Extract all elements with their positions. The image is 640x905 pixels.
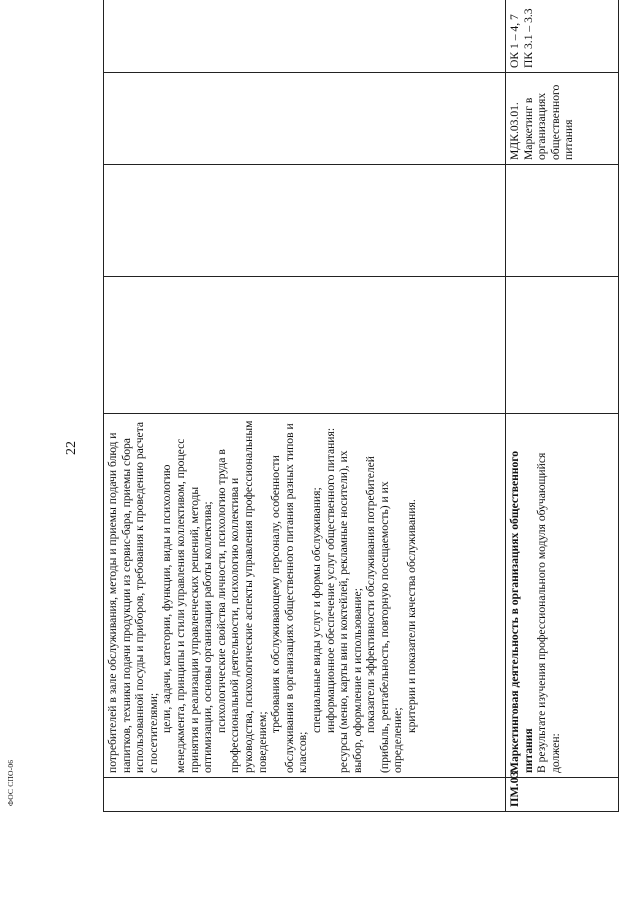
competencies-pk: ПК 3.1 – 3.3 (521, 8, 535, 68)
code-cell (506, 771, 619, 812)
empty-cell (506, 165, 619, 277)
curriculum-table (103, 0, 619, 812)
content-cell (506, 414, 619, 778)
content-line: показатели эффективности обслуживания потребителей (прибыль, рентабельность, повторную посещаемость) и их определение; (364, 455, 405, 773)
mdk-text: МДК.03.01. Маркетинг в организациях общественного питания (508, 84, 576, 160)
content-line: психологические свойства личности, психологию труда в профессиональной деятельности, психологию коллектива и руководства, психологические аспекты управления профессиональным поведением; (214, 420, 269, 773)
module-code: ПМ.03 (507, 771, 521, 807)
page-number: 22 (64, 441, 79, 455)
table-row (104, 0, 506, 812)
competencies-ok: ОК 1 – 4, 7 (508, 14, 521, 68)
empty-cell (104, 165, 506, 277)
empty-cell (104, 277, 506, 414)
empty-cell (506, 277, 619, 414)
empty-cell (104, 73, 506, 165)
content-line: критерии и показатели качества обслуживания. (405, 499, 419, 733)
content-line: специальные виды услуг и формы обслуживания; (309, 487, 323, 733)
empty-cell (104, 0, 506, 73)
content-line: информационное обеспечение услуг общественного питания: ресурсы (меню, карты вин и коктейлей, рекламные носители), их выбор, оформление и использование; (323, 427, 364, 773)
content-line: потребителей в зале обслуживания, методы и приемы подачи блюд и напитков, техники подачи продукции из сервис-бара, приемы сбора использованной посуды и приборов, требования к проведению расчета с посетителями; (106, 421, 160, 773)
table-row (506, 0, 619, 812)
code-cell (104, 778, 506, 812)
module-text: В результате изучения профессионального модуля обучающийся должен: (535, 452, 562, 773)
content-line: требования к обслуживающему персоналу, особенности обслуживания в организациях общественного питания разных типов и классов; (269, 423, 310, 773)
competencies-cell (506, 0, 619, 73)
module-title: Маркетинговая деятельность в организациях общественного питания (508, 450, 535, 773)
rotated-page (103, 8, 618, 812)
content-line: цели, задачи, категории, функции, виды и психологию менеджмента, принципы и стили управления коллективом, процесс принятия и реализации управленческих решений, методы оптимизации, основы организации работы коллектива; (160, 438, 215, 773)
mdk-cell (506, 73, 619, 165)
content-cell (104, 414, 506, 778)
footer-code: ФОС СПО-06 (6, 759, 15, 806)
